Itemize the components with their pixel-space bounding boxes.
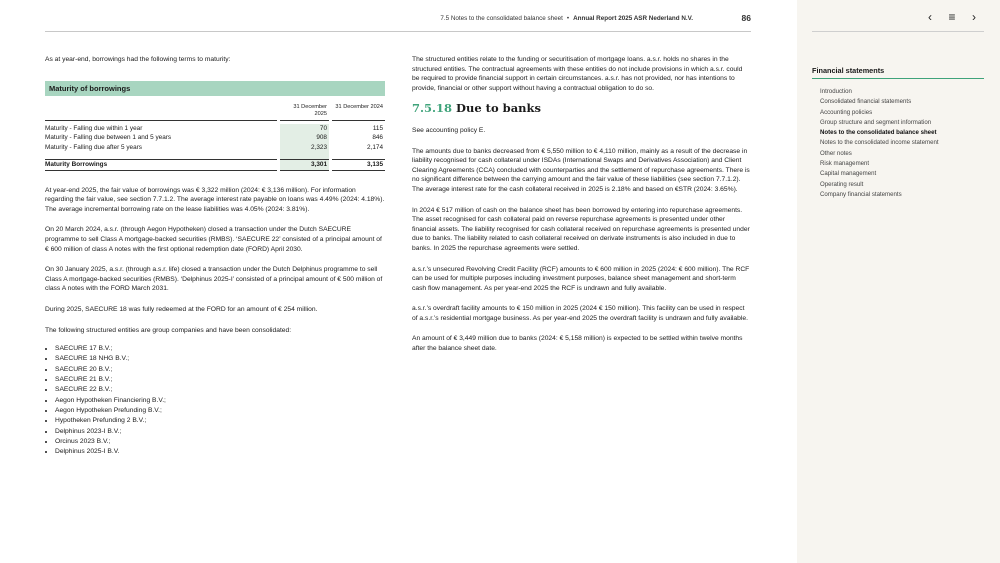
cell-2025: 908 [280,133,329,143]
list-item: • SAECURE 21 B.V.; [55,375,385,385]
list-item: • Delphinus 2025-I B.V. [55,447,385,457]
list-item: • Aegon Hypotheken Financiering B.V.; [55,396,385,406]
sidebar-item-introduction[interactable]: Introduction [820,88,852,95]
delphinus-paragraph: On 30 January 2025, a.s.r. (through a.s.r. life) closed a transaction under the Dutch Delphinus programme to sell Class A mortgage-backed securities (RMBS). ‘Delphinus 2025-I’ consisted of a principal amount of € 500 million of class A notes with the FORD March 2031. [45,266,383,293]
due-to-banks-paragraph: The amounts due to banks decreased from € 5,550 million to € 4,110 million, mainly as a result of the decrease in liability recognised for cash collateral under ISDAs (International Swaps and Derivatives Association) and Client Clearing Agreements (CCA) concluded with counterparties and the settlement of repurchase agreements. There is no significant difference between the carrying amount and the fair value of these liabilities (see section 7.7.1.2). The average interest rate for the cash collateral received in 2025 is 2.18% and based on €STR (2024: 3.65%). [412,147,750,193]
entities-intro: The following structured entities are group companies and have been consolidated: [45,326,292,334]
cell-2024: 846 [372,134,383,142]
list-item: • SAECURE 17 B.V.; [55,344,385,354]
chevron-left-icon[interactable]: ‹ [928,10,932,24]
saecure-22-paragraph: On 20 March 2024, a.s.r. (through Aegon Hypotheken) closed a transaction under the Dutch SAECURE programme to sell Class A mortgage-backed securities (RMBS). ‘SAECURE 22’ consisted of a principal amount of € 600 million of class A notes with the first optional redemption date (FORD) April 2030. [45,226,382,253]
accounting-policy-link[interactable]: See accounting policy E. [412,126,486,134]
section-number: 7.5.18 [412,101,453,116]
entities-list [45,344,385,457]
section-title: Due to banks [456,101,541,116]
page-number: 86 [741,13,751,23]
table-row [45,143,385,153]
cell-2024: 115 [372,124,383,132]
sidebar-item-capital-management[interactable]: Capital management [820,170,877,178]
table-title: Maturity of borrowings [45,81,385,96]
list-item: • SAECURE 20 B.V.; [55,365,385,375]
list-item: • Orcinus 2023 B.V.; [55,437,385,447]
row-label: Maturity - Falling due within 1 year [45,124,143,132]
table-row [45,133,385,143]
list-item: • Hypotheken Prefunding 2 B.V.; [55,416,385,426]
table-header-row [45,102,385,120]
row-label: Maturity - Falling due after 5 years [45,143,142,151]
sidebar-item-consolidated-statements[interactable]: Consolidated financial statements [820,98,912,106]
col-header-2024: 31 December 2024 [335,103,383,110]
navigation-sidebar [797,0,1000,563]
cell-2025: 70 [280,124,329,134]
sidebar-item-group-structure[interactable]: Group structure and segment information [820,118,932,126]
borrowings-intro: As at year-end, borrowings had the following terms to maturity: [45,56,231,63]
settlement-paragraph: An amount of € 3,449 million due to banks (2024: € 5,158 million) is expected to be settled within twelve months after the balance sheet date. [412,335,743,353]
sidebar-title[interactable]: Financial statements [812,66,984,79]
list-item: • Delphinus 2023-I B.V.; [55,427,385,437]
right-column [412,55,751,365]
chevron-right-icon[interactable]: › [972,10,976,24]
list-item: • SAECURE 18 NHG B.V.; [55,354,385,364]
total-label: Maturity Borrowings [45,161,108,169]
list-item: • SAECURE 22 B.V.; [55,385,385,395]
row-label: Maturity - Falling due between 1 and 5 years [45,134,172,142]
sidebar-item-risk-management[interactable]: Risk management [820,160,870,168]
table-total-row [45,160,385,170]
sidebar-item-operating-result[interactable]: Operating result [820,180,864,188]
sidebar-item-company-statements[interactable]: Company financial statements [820,190,902,198]
table-row [45,124,385,134]
cell-2025: 2,323 [280,143,329,153]
overdraft-paragraph: a.s.r.’s overdraft facility amounts to € 150 million in 2025 (2024 € 150 million). This facility can be used in respect of a.s.r.’s residential mortgage business. As per year-end 2025 the overdraft facility is undrawn and fully available. [412,305,748,322]
nav-controls [925,10,979,24]
total-2025: 3,301 [280,160,329,170]
sidebar-item-accounting-policies[interactable]: Accounting policies [820,108,873,116]
structured-entities-paragraph: The structured entities relate to the funding or securitisation of mortgage loans. a.s.r. holds no shares in the structured entities. The contractual agreements with these entities do not include provisions in which a.s.r. could be required to provide financial support in certain circumstances. a.s.r. has not provided, nor has intentions to provide, financial or other support without having a contractual obligation to do so. [412,56,743,92]
saecure-18-paragraph: During 2025, SAECURE 18 was fully redeemed at the FORD for an amount of € 254 million. [45,305,318,313]
sidebar-item-other-notes[interactable]: Other notes [820,149,852,157]
sidebar-nav-list [820,87,939,200]
sidebar-item-income-statement-notes[interactable]: Notes to the consolidated income statement [820,139,939,147]
repurchase-paragraph: In 2024 € 517 million of cash on the balance sheet has been borrowed by entering into repurchase agreements. The asset recognised for cash collateral paid on reverse repurchase agreements is presented under other financial assets. The liability recognised for cash collateral received on repurchase agreements is presented under due to banks. The liability related to cash collateral received on derivate instruments is also included in due to banks. In 2025 the repurchase agreements were settled. [412,206,750,252]
left-column [45,55,385,457]
list-item: • Aegon Hypotheken Prefunding B.V.; [55,406,385,416]
total-2024: 3,135 [367,161,383,169]
header-report-title: Annual Report 2025 ASR Nederland N.V. [573,15,693,22]
header-separator: • [566,15,570,22]
cell-2024: 2,174 [367,143,383,151]
col-header-2025: 31 December 2025 [293,103,327,117]
header-breadcrumb [440,15,693,22]
sidebar-item-balance-sheet-notes[interactable]: Notes to the consolidated balance sheet [820,129,937,137]
maturity-table [45,102,385,174]
fair-value-paragraph: At year-end 2025, the fair value of borrowings was € 3,322 million (2024: € 3,136 million). For information regarding the fair value, see section 7.7.1.2. The average interest rate payable on loans was 4.49% (2024: 4.18%). The average incremental borrowing rate on the lease liabilities was 4.05% (2024: 3.81%). [45,186,385,213]
menu-icon[interactable]: ≡ [948,10,956,24]
rcf-paragraph: a.s.r.’s unsecured Revolving Credit Facility (RCF) amounts to € 600 million in 2025 (2024: € 600 million). The RCF can be used for multiple purposes including investment purposes, balance sheet management and short-term cash flow management. As per year-end 2025 the RCF is undrawn and fully available. [412,265,750,292]
divider [812,31,984,32]
page-header [45,10,751,32]
header-section[interactable]: 7.5 Notes to the consolidated balance sheet [440,15,563,22]
section-heading [412,101,751,116]
